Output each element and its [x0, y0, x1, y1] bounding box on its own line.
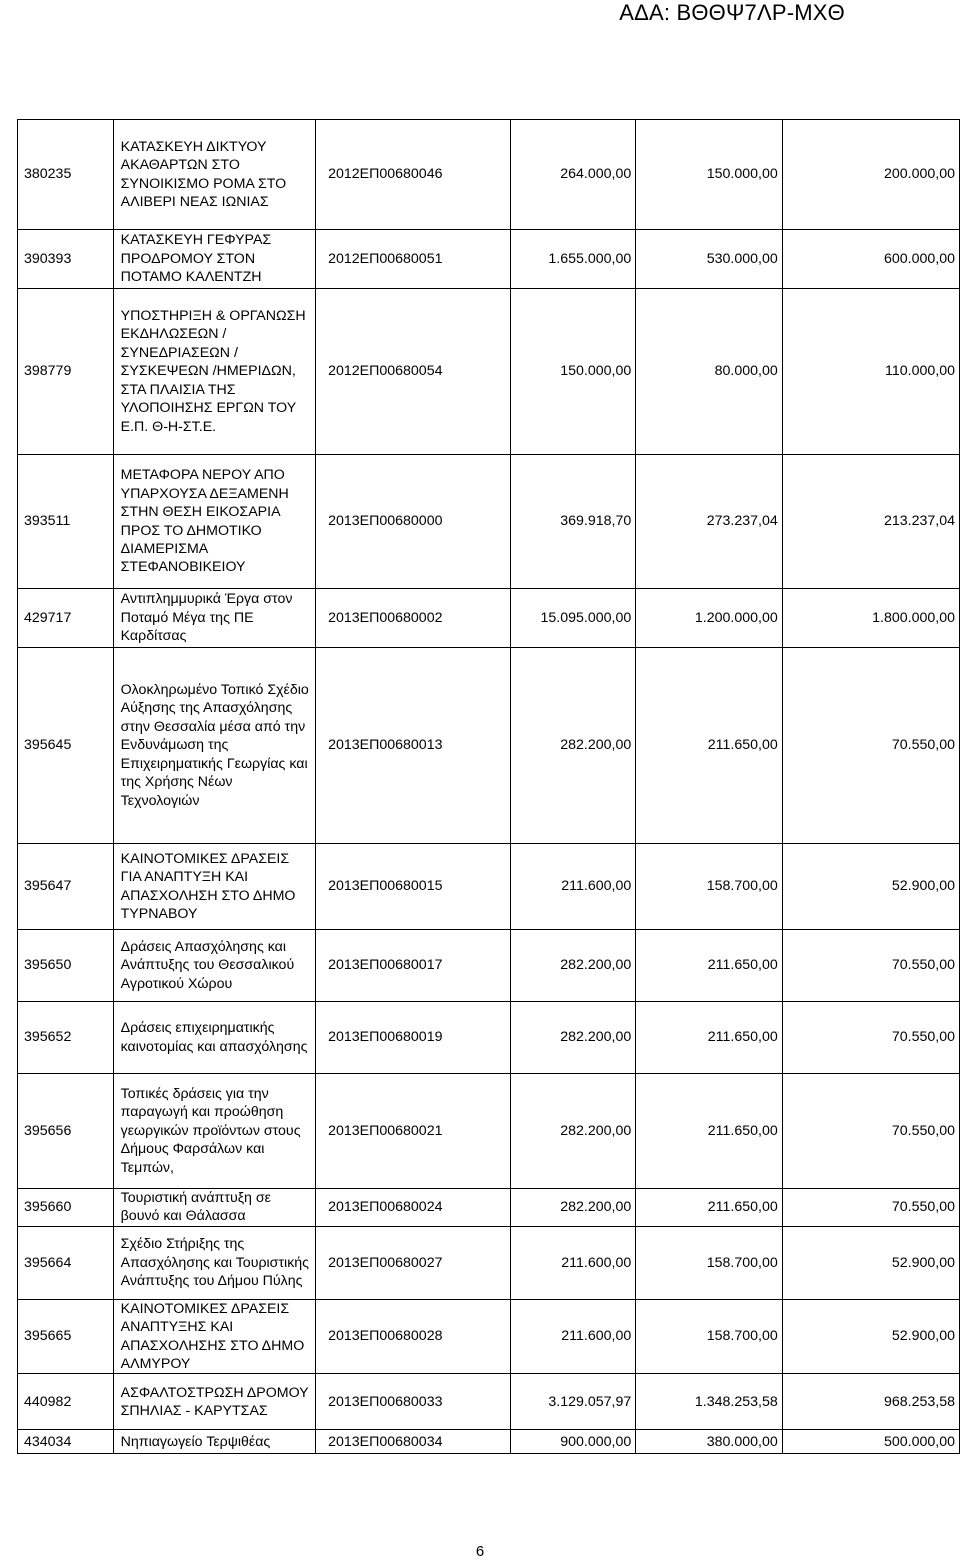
row-amount-2: 52.900,00 — [782, 1226, 959, 1299]
row-project-code: 2013ΕΠ00680024 — [316, 1189, 511, 1227]
row-project-code: 2013ΕΠ00680015 — [316, 844, 511, 930]
row-budget: 150.000,00 — [511, 289, 636, 455]
row-budget: 282.200,00 — [511, 648, 636, 844]
row-amount-1: 150.000,00 — [636, 120, 783, 230]
row-amount-2: 110.000,00 — [782, 289, 959, 455]
row-amount-2: 70.550,00 — [782, 648, 959, 844]
row-code: 395665 — [18, 1299, 114, 1374]
row-amount-1: 158.700,00 — [636, 1226, 783, 1299]
row-budget: 369.918,70 — [511, 455, 636, 589]
table-row — [18, 930, 960, 1002]
row-code: 393511 — [18, 455, 114, 589]
table-row — [18, 1299, 960, 1374]
table-row — [18, 1226, 960, 1299]
row-title: Ολοκληρωμένο Τοπικό Σχέδιο Αύξησης της Απασχόλησης στην Θεσσαλία μέσα από την Ενδυνάμωση της Επιχειρηματικής Γεωργίας και της Χρήσης Νέων Τεχνολογιών — [113, 648, 315, 844]
row-code: 398779 — [18, 289, 114, 455]
row-title: ΜΕΤΑΦΟΡΑ ΝΕΡΟΥ ΑΠΟ ΥΠΑΡΧΟΥΣΑ ΔΕΞΑΜΕΝΗ ΣΤΗΝ ΘΕΣΗ ΕΙΚΟΣΑΡΙΑ ΠΡΟΣ ΤΟ ΔΗΜΟΤΙΚΟ ΔΙΑΜΕΡΙΣΜΑ ΣΤΕΦΑΝΟΒΙΚΕΙΟΥ — [113, 455, 315, 589]
row-amount-2: 52.900,00 — [782, 1299, 959, 1374]
row-amount-1: 211.650,00 — [636, 648, 783, 844]
page-number: 6 — [475, 1543, 485, 1560]
row-amount-1: 1.348.253,58 — [636, 1374, 783, 1430]
row-budget: 282.200,00 — [511, 930, 636, 1002]
row-title: ΚΑΤΑΣΚΕΥΗ ΔΙΚΤΥΟΥ ΑΚΑΘΑΡΤΩΝ ΣΤΟ ΣΥΝΟΙΚΙΣΜΟ ΡΟΜΑ ΣΤΟ ΑΛΙΒΕΡΙ ΝΕΑΣ ΙΩΝΙΑΣ — [113, 120, 315, 230]
row-code: 440982 — [18, 1374, 114, 1430]
row-budget: 264.000,00 — [511, 120, 636, 230]
row-title: ΑΣΦΑΛΤΟΣΤΡΩΣΗ ΔΡΟΜΟΥ ΣΠΗΛΙΑΣ - ΚΑΡΥΤΣΑΣ — [113, 1374, 315, 1430]
table-row — [18, 1074, 960, 1189]
row-amount-2: 70.550,00 — [782, 930, 959, 1002]
row-amount-2: 200.000,00 — [782, 120, 959, 230]
row-amount-1: 211.650,00 — [636, 1002, 783, 1074]
row-amount-2: 1.800.000,00 — [782, 589, 959, 648]
row-title: Δράσεις επιχειρηματικής καινοτομίας και απασχόλησης — [113, 1002, 315, 1074]
table-row — [18, 1430, 960, 1454]
row-project-code: 2013ΕΠ00680017 — [316, 930, 511, 1002]
row-amount-2: 500.000,00 — [782, 1430, 959, 1454]
row-title: Δράσεις Απασχόλησης και Ανάπτυξης του Θεσσαλικού Αγροτικού Χώρου — [113, 930, 315, 1002]
row-amount-2: 600.000,00 — [782, 230, 959, 289]
row-amount-1: 211.650,00 — [636, 1074, 783, 1189]
row-budget: 282.200,00 — [511, 1002, 636, 1074]
row-project-code: 2013ΕΠ00680021 — [316, 1074, 511, 1189]
row-amount-2: 70.550,00 — [782, 1189, 959, 1227]
table-row — [18, 230, 960, 289]
ada-code: ΑΔΑ: ΒΘΘΨ7ΛΡ-ΜΧΘ — [619, 0, 845, 25]
row-budget: 282.200,00 — [511, 1074, 636, 1189]
row-budget: 282.200,00 — [511, 1189, 636, 1227]
row-code: 395650 — [18, 930, 114, 1002]
row-code: 395660 — [18, 1189, 114, 1227]
projects-table-body — [18, 120, 960, 1454]
row-project-code: 2013ΕΠ00680019 — [316, 1002, 511, 1074]
row-amount-2: 52.900,00 — [782, 844, 959, 930]
row-amount-2: 70.550,00 — [782, 1002, 959, 1074]
row-amount-1: 530.000,00 — [636, 230, 783, 289]
row-budget: 15.095.000,00 — [511, 589, 636, 648]
row-title: Αντιπλημμυρικά Έργα στον Ποταμό Μέγα της ΠΕ Καρδίτσας — [113, 589, 315, 648]
table-row — [18, 589, 960, 648]
row-code: 395656 — [18, 1074, 114, 1189]
row-amount-1: 158.700,00 — [636, 1299, 783, 1374]
table-row — [18, 648, 960, 844]
row-title: Τουριστική ανάπτυξη σε βουνό και Θάλασσα — [113, 1189, 315, 1227]
row-amount-1: 1.200.000,00 — [636, 589, 783, 648]
row-title: ΚΑΙΝΟΤΟΜΙΚΕΣ ΔΡΑΣΕΙΣ ΓΙΑ ΑΝΑΠΤΥΞΗ ΚΑΙ ΑΠΑΣΧΟΛΗΣΗ ΣΤΟ ΔΗΜΟ ΤΥΡΝΑΒΟΥ — [113, 844, 315, 930]
projects-table-container — [17, 119, 960, 1454]
row-project-code: 2013ΕΠ00680034 — [316, 1430, 511, 1454]
row-budget: 211.600,00 — [511, 1299, 636, 1374]
row-amount-2: 213.237,04 — [782, 455, 959, 589]
projects-table — [17, 119, 960, 1454]
row-budget: 211.600,00 — [511, 1226, 636, 1299]
row-budget: 1.655.000,00 — [511, 230, 636, 289]
row-project-code: 2012ΕΠ00680046 — [316, 120, 511, 230]
row-project-code: 2013ΕΠ00680027 — [316, 1226, 511, 1299]
table-row — [18, 455, 960, 589]
table-row — [18, 1002, 960, 1074]
row-code: 395647 — [18, 844, 114, 930]
table-row — [18, 120, 960, 230]
row-title: ΥΠΟΣΤΗΡΙΞΗ & ΟΡΓΑΝΩΣΗ ΕΚΔΗΛΩΣΕΩΝ / ΣΥΝΕΔΡΙΑΣΕΩΝ / ΣΥΣΚΕΨΕΩΝ /ΗΜΕΡΙΔΩΝ, ΣΤΑ ΠΛΑΙΣΙΑ ΤΗΣ ΥΛΟΠΟΙΗΣΗΣ ΕΡΓΩΝ ΤΟΥ Ε.Π. Θ-Η-ΣΤ.Ε. — [113, 289, 315, 455]
row-title: ΚΑΙΝΟΤΟΜΙΚΕΣ ΔΡΑΣΕΙΣ ΑΝΑΠΤΥΞΗΣ ΚΑΙ ΑΠΑΣΧΟΛΗΣΗΣ ΣΤΟ ΔΗΜΟ ΑΛΜΥΡΟΥ — [113, 1299, 315, 1374]
row-project-code: 2012ΕΠ00680051 — [316, 230, 511, 289]
row-code: 429717 — [18, 589, 114, 648]
row-title: Νηπιαγωγείο Τερψιθέας — [113, 1430, 315, 1454]
row-code: 395645 — [18, 648, 114, 844]
table-row — [18, 289, 960, 455]
table-row — [18, 1374, 960, 1430]
table-row — [18, 1189, 960, 1227]
row-code: 380235 — [18, 120, 114, 230]
row-code: 395652 — [18, 1002, 114, 1074]
row-title: Σχέδιο Στήριξης της Απασχόλησης και Τουριστικής Ανάπτυξης του Δήμου Πύλης — [113, 1226, 315, 1299]
row-amount-1: 158.700,00 — [636, 844, 783, 930]
row-amount-1: 211.650,00 — [636, 930, 783, 1002]
row-project-code: 2013ΕΠ00680000 — [316, 455, 511, 589]
row-code: 395664 — [18, 1226, 114, 1299]
row-title: Τοπικές δράσεις για την παραγωγή και προώθηση γεωργικών προϊόντων στους Δήμους Φαρσάλων και Τεμπών, — [113, 1074, 315, 1189]
row-project-code: 2012ΕΠ00680054 — [316, 289, 511, 455]
row-project-code: 2013ΕΠ00680033 — [316, 1374, 511, 1430]
row-amount-1: 80.000,00 — [636, 289, 783, 455]
row-amount-1: 380.000,00 — [636, 1430, 783, 1454]
row-amount-1: 273.237,04 — [636, 455, 783, 589]
row-budget: 211.600,00 — [511, 844, 636, 930]
row-project-code: 2013ΕΠ00680002 — [316, 589, 511, 648]
row-code: 434034 — [18, 1430, 114, 1454]
row-project-code: 2013ΕΠ00680013 — [316, 648, 511, 844]
table-row — [18, 844, 960, 930]
row-amount-1: 211.650,00 — [636, 1189, 783, 1227]
row-title: ΚΑΤΑΣΚΕΥΗ ΓΕΦΥΡΑΣ ΠΡΟΔΡΟΜΟΥ ΣΤΟΝ ΠΟΤΑΜΟ ΚΑΛΕΝΤΖΗ — [113, 230, 315, 289]
row-budget: 3.129.057,97 — [511, 1374, 636, 1430]
row-project-code: 2013ΕΠ00680028 — [316, 1299, 511, 1374]
row-amount-2: 70.550,00 — [782, 1074, 959, 1189]
row-budget: 900.000,00 — [511, 1430, 636, 1454]
row-amount-2: 968.253,58 — [782, 1374, 959, 1430]
row-code: 390393 — [18, 230, 114, 289]
